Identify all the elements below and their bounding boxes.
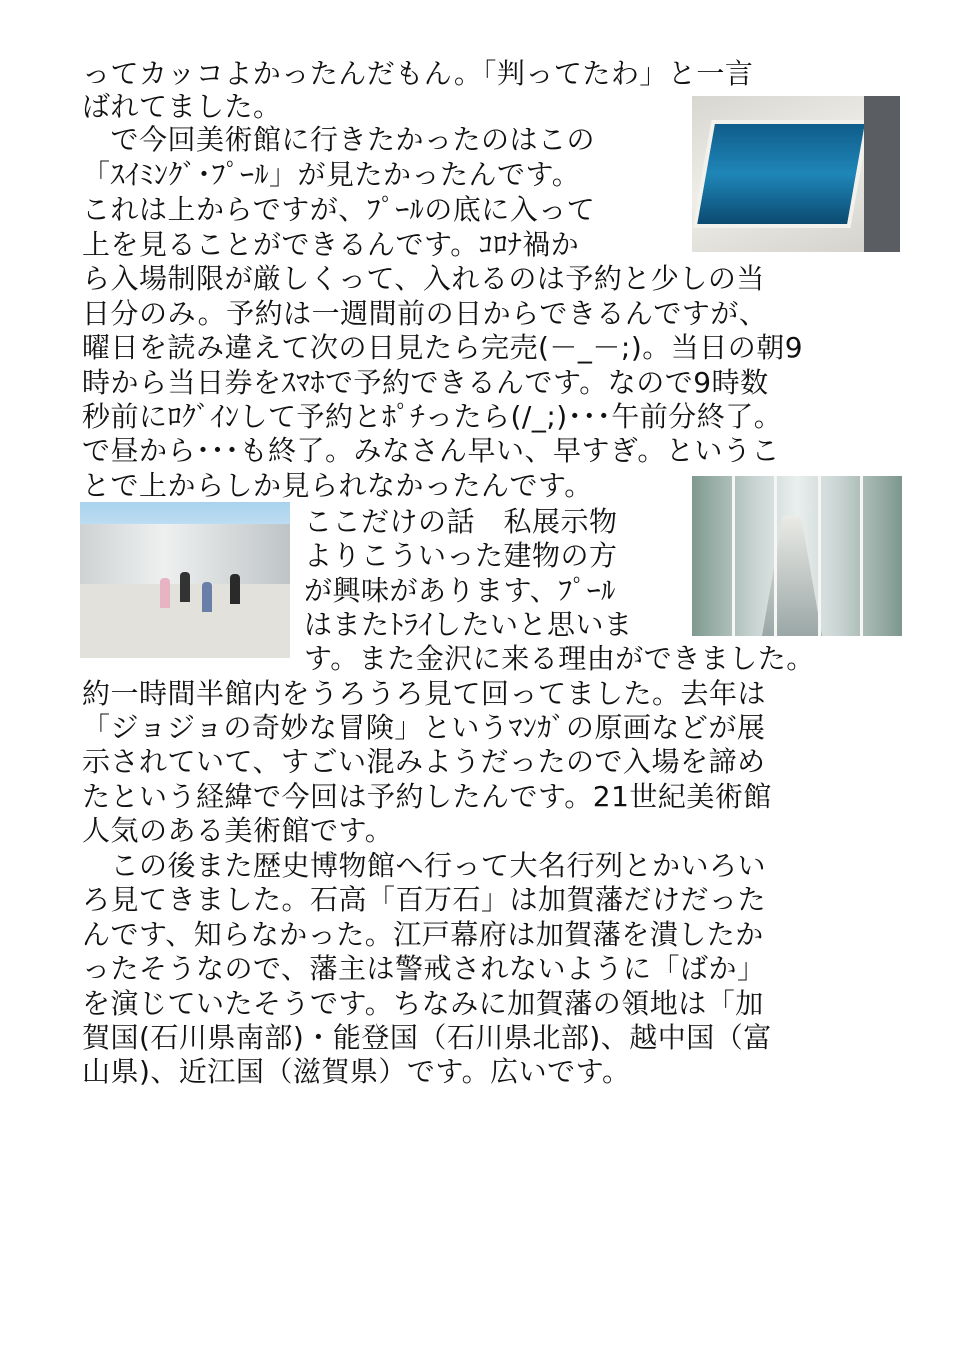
text-line: 「ジョジョの奇妙な冒険」というﾏﾝｶﾞの原画などが展 [82,711,766,744]
text-line: 日分のみ。予約は一週間前の日からできるんですが、 [82,297,768,330]
text-line: ここだけの話 私展示物 [304,505,618,538]
text-line: ろ見てきました。石高「百万石」は加賀藩だけだった [82,883,767,916]
text-line: 秒前にﾛｸﾞｲﾝして予約とﾎﾟﾁったら(/_;)･･･午前分終了。 [82,400,783,433]
text-line: す。また金沢に来る理由ができました。 [304,642,815,675]
text-line: たという経緯で今回は予約したんです。21世紀美術館 [82,780,772,813]
text-line: 示されていて、すごい混みようだったので入場を諦め [82,745,766,778]
text-line: とで上からしか見られなかったんです。 [82,469,593,502]
corridor-photo [692,476,902,636]
text-line: 「ｽｲﾐﾝｸﾞ･ﾌﾟｰﾙ」が見たかったんです。 [82,158,581,191]
text-line: んです、知らなかった。江戸幕府は加賀藩を潰したか [82,918,764,951]
pool-photo [692,96,900,252]
text-line: 山県)、近江国（滋賀県）です。広いです。 [82,1055,631,1088]
text-line: を演じていたそうです。ちなみに加賀藩の領地は「加 [82,987,764,1020]
text-line: 賀国(石川県南部)・能登国（石川県北部)、越中国（富 [82,1021,772,1054]
text-line: 曜日を読み違えて次の日見たら完売(－_－;)。当日の朝9 [82,331,804,364]
text-line: この後また歴史博物館へ行って大名行列とかいろい [82,849,767,882]
text-line: これは上からですが、ﾌﾟｰﾙの底に入って [82,193,596,226]
text-line: 上を見ることができるんです。ｺﾛﾅ禍か [82,228,580,261]
text-line: で今回美術館に行きたかったのはこの [82,123,596,156]
text-line: 約一時間半館内をうろうろ見て回ってました。去年は [82,677,767,710]
text-line: で昼から･･･も終了。みなさん早い、早すぎ。というこ [82,434,780,467]
text-line: ってカッコよかったんだもん。「判ってたわ」と一言 [82,57,754,90]
text-line: 時から当日券をｽﾏﾎで予約できるんです。なので9時数 [82,366,769,399]
text-line: が興味があります、ﾌﾟｰﾙ [304,574,616,607]
courtyard-photo [80,502,290,658]
text-line: ばれてました。 [82,90,282,123]
text-line: ったそうなので、藩主は警戒されないように「ばか」 [82,952,766,985]
text-line: よりこういった建物の方 [304,539,618,572]
text-line: ら入場制限が厳しくって、入れるのは予約と少しの当 [82,262,765,295]
text-line: はまたﾄﾗｲしたいと思いま [304,608,633,641]
text-line: 人気のある美術館です。 [82,814,394,847]
